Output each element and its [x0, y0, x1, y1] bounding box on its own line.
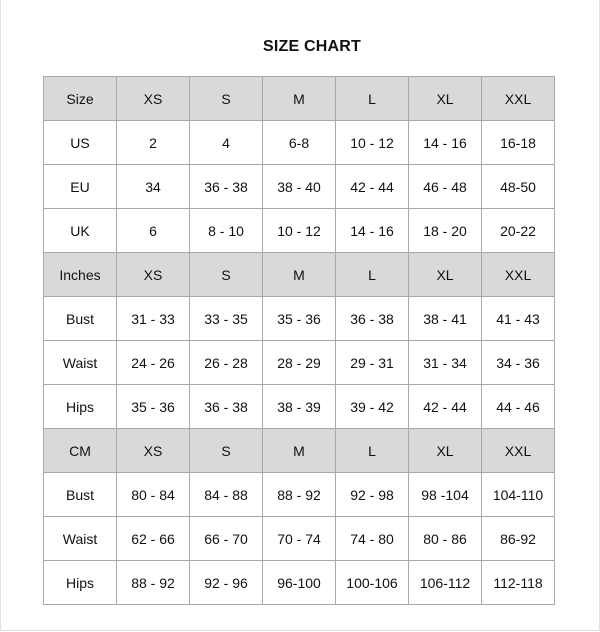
measurement-cell: 42 - 44: [336, 165, 409, 209]
measurement-cell: 92 - 98: [336, 473, 409, 517]
measurement-cell: 6-8: [263, 121, 336, 165]
size-header-cell: XXL: [482, 77, 555, 121]
row-label-cell: Waist: [44, 517, 117, 561]
size-header-cell: L: [336, 429, 409, 473]
size-header-cell: M: [263, 429, 336, 473]
measurement-cell: 48-50: [482, 165, 555, 209]
measurement-cell: 46 - 48: [409, 165, 482, 209]
measurement-cell: 66 - 70: [190, 517, 263, 561]
measurement-cell: 29 - 31: [336, 341, 409, 385]
size-header-cell: S: [190, 77, 263, 121]
row-label-cell: UK: [44, 209, 117, 253]
size-header-cell: XL: [409, 253, 482, 297]
measurement-cell: 86-92: [482, 517, 555, 561]
size-chart-body: [44, 77, 555, 605]
size-header-cell: XL: [409, 77, 482, 121]
table-row: [44, 341, 555, 385]
measurement-cell: 100-106: [336, 561, 409, 605]
row-label-cell: US: [44, 121, 117, 165]
size-header-cell: M: [263, 77, 336, 121]
measurement-cell: 35 - 36: [117, 385, 190, 429]
measurement-cell: 88 - 92: [117, 561, 190, 605]
row-label-cell: Hips: [44, 561, 117, 605]
measurement-cell: 14 - 16: [336, 209, 409, 253]
table-row: [44, 473, 555, 517]
measurement-cell: 16-18: [482, 121, 555, 165]
measurement-cell: 70 - 74: [263, 517, 336, 561]
section-label-cell: Inches: [44, 253, 117, 297]
measurement-cell: 33 - 35: [190, 297, 263, 341]
table-row: [44, 209, 555, 253]
size-header-cell: XS: [117, 77, 190, 121]
page-title: SIZE CHART: [263, 38, 361, 55]
size-header-cell: XXL: [482, 253, 555, 297]
measurement-cell: 34 - 36: [482, 341, 555, 385]
size-header-cell: L: [336, 253, 409, 297]
measurement-cell: 104-110: [482, 473, 555, 517]
row-label-cell: Hips: [44, 385, 117, 429]
measurement-cell: 36 - 38: [190, 165, 263, 209]
measurement-cell: 31 - 33: [117, 297, 190, 341]
measurement-cell: 20-22: [482, 209, 555, 253]
row-label-cell: EU: [44, 165, 117, 209]
measurement-cell: 28 - 29: [263, 341, 336, 385]
size-chart-table: [43, 76, 555, 605]
measurement-cell: 39 - 42: [336, 385, 409, 429]
measurement-cell: 18 - 20: [409, 209, 482, 253]
row-label-cell: Waist: [44, 341, 117, 385]
row-label-cell: Bust: [44, 473, 117, 517]
measurement-cell: 10 - 12: [263, 209, 336, 253]
measurement-cell: 88 - 92: [263, 473, 336, 517]
size-header-cell: S: [190, 253, 263, 297]
measurement-cell: 38 - 40: [263, 165, 336, 209]
measurement-cell: 36 - 38: [336, 297, 409, 341]
measurement-cell: 44 - 46: [482, 385, 555, 429]
size-header-cell: XS: [117, 253, 190, 297]
table-row: [44, 297, 555, 341]
size-header-cell: XXL: [482, 429, 555, 473]
measurement-cell: 80 - 86: [409, 517, 482, 561]
measurement-cell: 92 - 96: [190, 561, 263, 605]
size-header-cell: XL: [409, 429, 482, 473]
measurement-cell: 98 -104: [409, 473, 482, 517]
measurement-cell: 26 - 28: [190, 341, 263, 385]
section-label-cell: Size: [44, 77, 117, 121]
measurement-cell: 38 - 39: [263, 385, 336, 429]
measurement-cell: 84 - 88: [190, 473, 263, 517]
table-header-row: [44, 253, 555, 297]
table-row: [44, 517, 555, 561]
measurement-cell: 4: [190, 121, 263, 165]
measurement-cell: 10 - 12: [336, 121, 409, 165]
table-row: [44, 385, 555, 429]
measurement-cell: 80 - 84: [117, 473, 190, 517]
row-label-cell: Bust: [44, 297, 117, 341]
size-header-cell: S: [190, 429, 263, 473]
measurement-cell: 62 - 66: [117, 517, 190, 561]
measurement-cell: 6: [117, 209, 190, 253]
measurement-cell: 74 - 80: [336, 517, 409, 561]
measurement-cell: 31 - 34: [409, 341, 482, 385]
measurement-cell: 34: [117, 165, 190, 209]
measurement-cell: 14 - 16: [409, 121, 482, 165]
section-label-cell: CM: [44, 429, 117, 473]
size-header-cell: XS: [117, 429, 190, 473]
measurement-cell: 112-118: [482, 561, 555, 605]
measurement-cell: 41 - 43: [482, 297, 555, 341]
measurement-cell: 106-112: [409, 561, 482, 605]
measurement-cell: 24 - 26: [117, 341, 190, 385]
table-row: [44, 121, 555, 165]
measurement-cell: 8 - 10: [190, 209, 263, 253]
size-header-cell: L: [336, 77, 409, 121]
measurement-cell: 38 - 41: [409, 297, 482, 341]
table-row: [44, 165, 555, 209]
table-header-row: [44, 429, 555, 473]
measurement-cell: 36 - 38: [190, 385, 263, 429]
size-header-cell: M: [263, 253, 336, 297]
measurement-cell: 2: [117, 121, 190, 165]
table-row: [44, 561, 555, 605]
measurement-cell: 42 - 44: [409, 385, 482, 429]
measurement-cell: 35 - 36: [263, 297, 336, 341]
measurement-cell: 96-100: [263, 561, 336, 605]
table-header-row: [44, 77, 555, 121]
